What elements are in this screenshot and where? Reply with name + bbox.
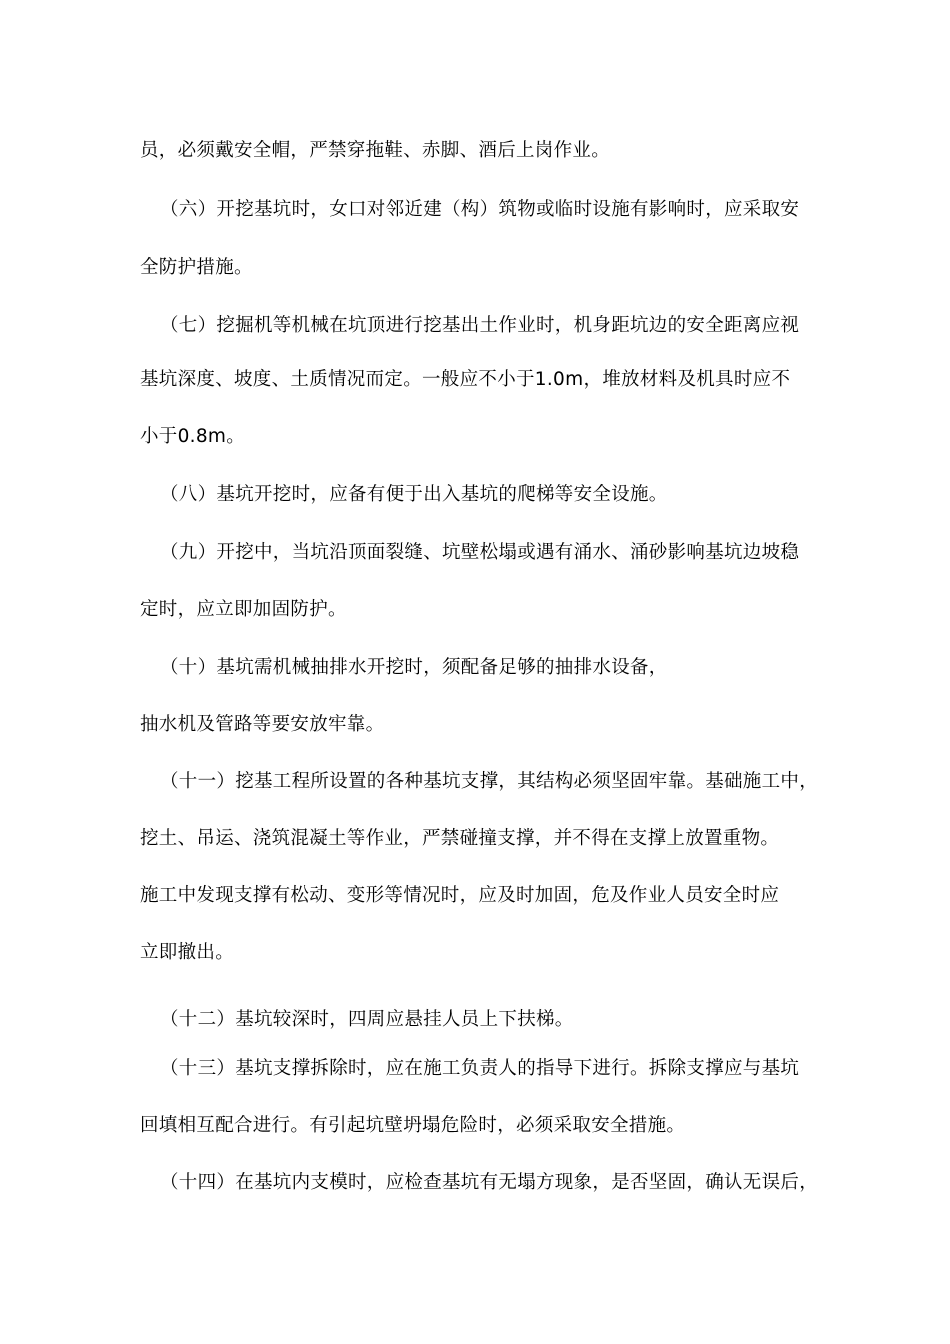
text-line-9: 定时，应立即加固防护。: [140, 599, 347, 620]
text-line-19: （十四）在基坑内支模时，应检查基坑有无塌方现象，是否坚固，确认无误后，: [160, 1172, 819, 1193]
text-line-10: （十）基坑需机械抽排水开挖时，须配备足够的抽排水设备，: [160, 657, 668, 678]
text-line-14: 施工中发现支撑有松动、变形等情况时，应及时加固，危及作业人员安全时应: [140, 885, 780, 906]
text-line-16: （十二）基坑较深时，四周应悬挂人员上下扶梯。: [160, 1009, 574, 1030]
text-line-3: 全防护措施。: [140, 257, 253, 278]
text-line-8: （九）开挖中，当坑沿顶面裂缝、坑壁松塌或遇有涌水、涌砂影响基坑边坡稳: [160, 542, 800, 563]
text-line-12: （十一）挖基工程所设置的各种基坑支撑，其结构必须坚固牢靠。基础施工中，: [160, 771, 819, 792]
text-line-18: 回填相互配合进行。有引起坑壁坍塌危险时，必须采取安全措施。: [140, 1115, 686, 1136]
text-line-17: （十三）基坑支撑拆除时，应在施工负责人的指导下进行。拆除支撑应与基坑: [160, 1058, 800, 1079]
text-line-13: 挖土、吊运、浇筑混凝土等作业，严禁碰撞支撑，并不得在支撑上放置重物。: [140, 828, 780, 849]
text-line-6: 小于0.8m。: [140, 426, 246, 447]
text-line-1: 员，必须戴安全帽，严禁穿拖鞋、赤脚、酒后上岗作业。: [140, 140, 611, 161]
text-line-5: 基坑深度、坡度、土质情况而定。一般应不小于1.0m，堆放材料及机具时应不: [140, 369, 791, 390]
text-line-2: （六）开挖基坑时，女口对邻近建（构）筑物或临时设施有影响时，应采取安: [160, 199, 800, 220]
text-line-4: （七）挖掘机等机械在坑顶进行挖基出土作业时，机身距坑边的安全距离应视: [160, 315, 800, 336]
text-line-15: 立即撤出。: [140, 942, 235, 963]
text-line-7: （八）基坑开挖时，应备有便于出入基坑的爬梯等安全设施。: [160, 484, 668, 505]
text-line-11: 抽水机及管路等要安放牢靠。: [140, 714, 385, 735]
